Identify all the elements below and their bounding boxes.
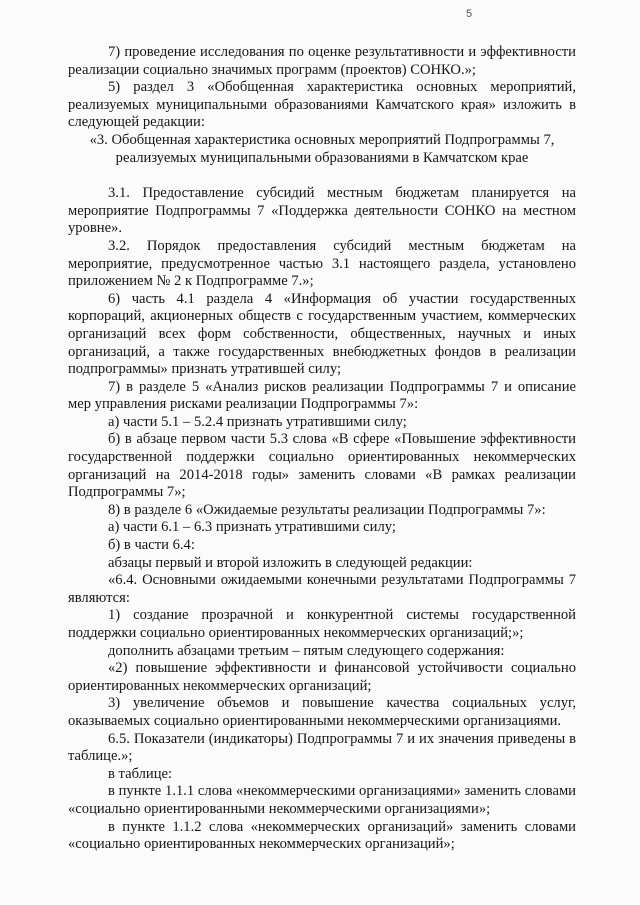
- paragraph: 3.2. Порядок предоставления субсидий местным бюджетам на мероприятие, предусмотренное частью 3.1 настоящего раздела, установлено приложением № 2 к Подпрограмме 7.»;: [68, 237, 576, 290]
- paragraph: 1) создание прозрачной и конкурентной системы государственной поддержки социально ориентированных некоммерческих организаций;»;: [68, 607, 576, 641]
- paragraph: б) в части 6.4:: [108, 537, 195, 554]
- section-heading: «3. Обобщенная характеристика основных мероприятий Подпрограммы 7, реализуемых муниципальными образованиями в Камчатском крае: [89, 131, 555, 166]
- paragraph: «2) повышение эффективности и финансовой устойчивости социально ориентированных некоммерческих организаций;: [68, 660, 576, 694]
- paragraph: 5) раздел 3 «Обобщенная характеристика основных мероприятий, реализуемых муниципальными образованиями Камчатского края» изложить в следующей редакции:: [68, 79, 576, 131]
- paragraph: а) части 5.1 – 5.2.4 признать утратившими силу;: [108, 413, 407, 430]
- paragraph: абзацы первый и второй изложить в следующей редакции:: [108, 554, 473, 571]
- paragraph: б) в абзаце первом части 5.3 слова «В сфере «Повышение эффективности государственной поддержки социально ориентированных некоммерческих организаций на 2014-2018 годы» заменить словами «В рамках реализации Подпрограммы 7»;: [68, 431, 576, 501]
- paragraph: дополнить абзацами третьим – пятым следующего содержания:: [108, 642, 505, 659]
- page-number: 5: [466, 8, 473, 20]
- paragraph: 3) увеличение объемов и повышение качества социальных услуг, оказываемых социально ориентированными некоммерческими организациями.: [68, 695, 576, 729]
- paragraph: в пункте 1.1.1 слова «некоммерческими организациями» заменить словами «социально ориентированными некоммерческими организациями»;: [68, 783, 576, 817]
- paragraph: 8) в разделе 6 «Ожидаемые результаты реализации Подпрограммы 7»:: [108, 501, 546, 518]
- paragraph: 6) часть 4.1 раздела 4 «Информация об участии государственных корпораций, акционерных обществ с государственным участием, коммерческих организаций всех форм собственности, общественных, научных и иных организаций, а также государственных внебюджетных фондов в реализации подпрограммы» признать утратившей силу;: [68, 290, 576, 378]
- paragraph: «6.4. Основными ожидаемыми конечными результатами Подпрограммы 7 являются:: [68, 572, 576, 606]
- paragraph: в пункте 1.1.2 слова «некоммерческих организаций» заменить словами «социально ориентированных некоммерческих организаций»;: [68, 818, 576, 853]
- paragraph: 3.1. Предоставление субсидий местным бюджетам планируется на мероприятие Подпрограммы 7 «Поддержка деятельности СОНКО на местном уровне».: [68, 185, 576, 237]
- paragraph: в таблице:: [108, 765, 173, 782]
- paragraph: а) части 6.1 – 6.3 признать утратившими силу;: [108, 519, 396, 536]
- paragraph: 7) в разделе 5 «Анализ рисков реализации Подпрограммы 7 и описание мер управления рисками реализации Подпрограммы 7»:: [68, 378, 576, 413]
- document-body: [68, 44, 576, 854]
- paragraph: 6.5. Показатели (индикаторы) Подпрограммы 7 и их значения приведены в таблице.»;: [68, 730, 576, 765]
- paragraph: 7) проведение исследования по оценке результативности и эффективности реализации социально значимых программ (проектов) СОНКО.»;: [68, 44, 576, 78]
